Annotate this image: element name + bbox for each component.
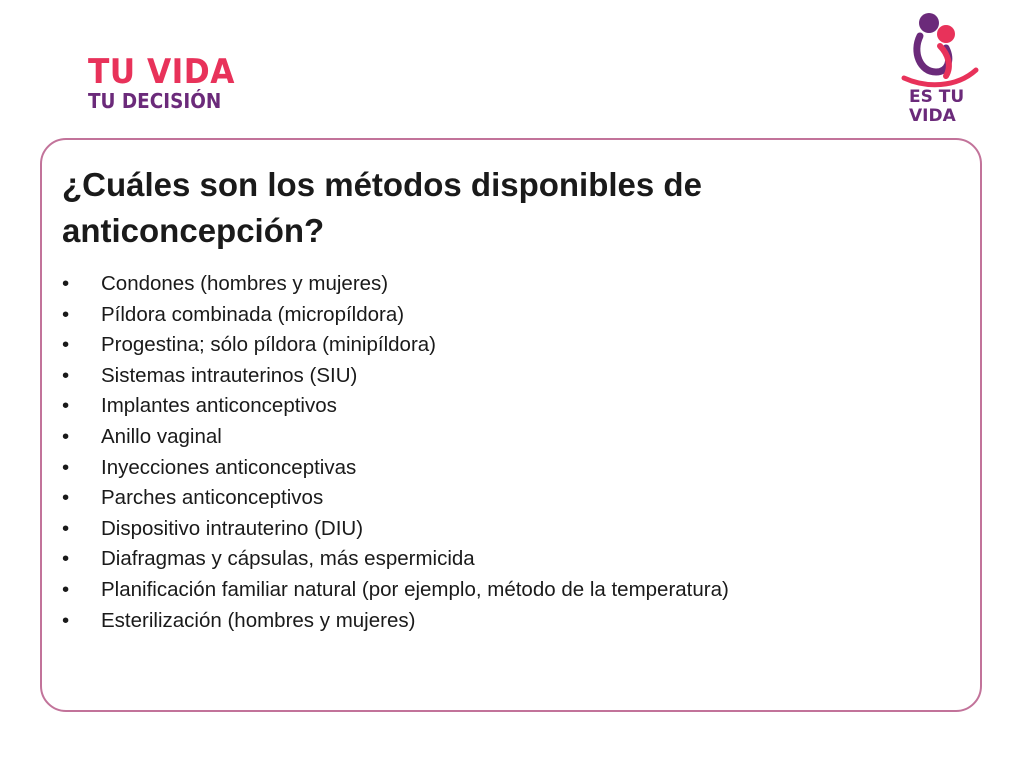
- list-item-text: Anillo vaginal: [101, 424, 222, 448]
- bullet-icon: •: [62, 547, 70, 571]
- bullet-icon: •: [62, 302, 70, 326]
- slide-title: ¿Cuáles son los métodos disponibles de anticoncepción?: [62, 166, 702, 249]
- tu-vida-tu-decision-logo: [88, 54, 268, 124]
- list-item: [62, 361, 729, 392]
- bullet-icon: •: [62, 394, 70, 418]
- list-item: [62, 544, 729, 575]
- bullet-icon: •: [62, 455, 70, 479]
- list-item-text: Inyecciones anticonceptivas: [101, 455, 357, 479]
- list-item: [62, 514, 729, 545]
- logo-right-line1: ES TU: [909, 87, 965, 107]
- list-item: [62, 269, 729, 300]
- list-item-text: Píldora combinada (micropíldora): [101, 302, 405, 326]
- list-item: [62, 575, 729, 606]
- list-item: [62, 453, 729, 484]
- list-item-text: Planificación familiar natural (por ejemplo, método de la temperatura): [101, 577, 729, 601]
- list-item: [62, 391, 729, 422]
- bullet-icon: •: [62, 486, 70, 510]
- bullet-icon: •: [62, 272, 70, 295]
- list-item-text: Condones (hombres y mujeres): [101, 272, 389, 295]
- bullet-icon: •: [62, 577, 70, 601]
- contraceptive-methods-list: [62, 269, 729, 636]
- bullet-icon: •: [62, 333, 70, 357]
- list-item: [62, 300, 729, 331]
- list-item-text: Implantes anticonceptivos: [101, 394, 337, 418]
- logo-left-line1: TU VIDA: [88, 52, 235, 92]
- list-item-text: Esterilización (hombres y mujeres): [101, 608, 416, 632]
- logo-right-line2: VIDA: [909, 106, 956, 126]
- es-tu-vida-logo: [900, 10, 980, 130]
- es-tu-vida-wordmark: [909, 88, 964, 126]
- bullet-icon: •: [62, 516, 70, 540]
- list-item-text: Diafragmas y cápsulas, más espermicida: [101, 547, 475, 571]
- list-item-text: Dispositivo intrauterino (DIU): [101, 516, 364, 540]
- bullet-icon: •: [62, 424, 70, 448]
- list-item: [62, 606, 729, 637]
- list-item-text: Progestina; sólo píldora (minipíldora): [101, 333, 436, 357]
- es-tu-vida-emblem-icon: [900, 10, 980, 90]
- bullet-icon: •: [62, 608, 70, 632]
- bullet-icon: •: [62, 363, 70, 387]
- list-item: [62, 483, 729, 514]
- list-item-text: Sistemas intrauterinos (SIU): [101, 363, 358, 387]
- list-item-text: Parches anticonceptivos: [101, 486, 324, 510]
- logo-left-line2: TU DECISIÓN: [88, 89, 222, 113]
- list-item: [62, 422, 729, 453]
- list-item: [62, 330, 729, 361]
